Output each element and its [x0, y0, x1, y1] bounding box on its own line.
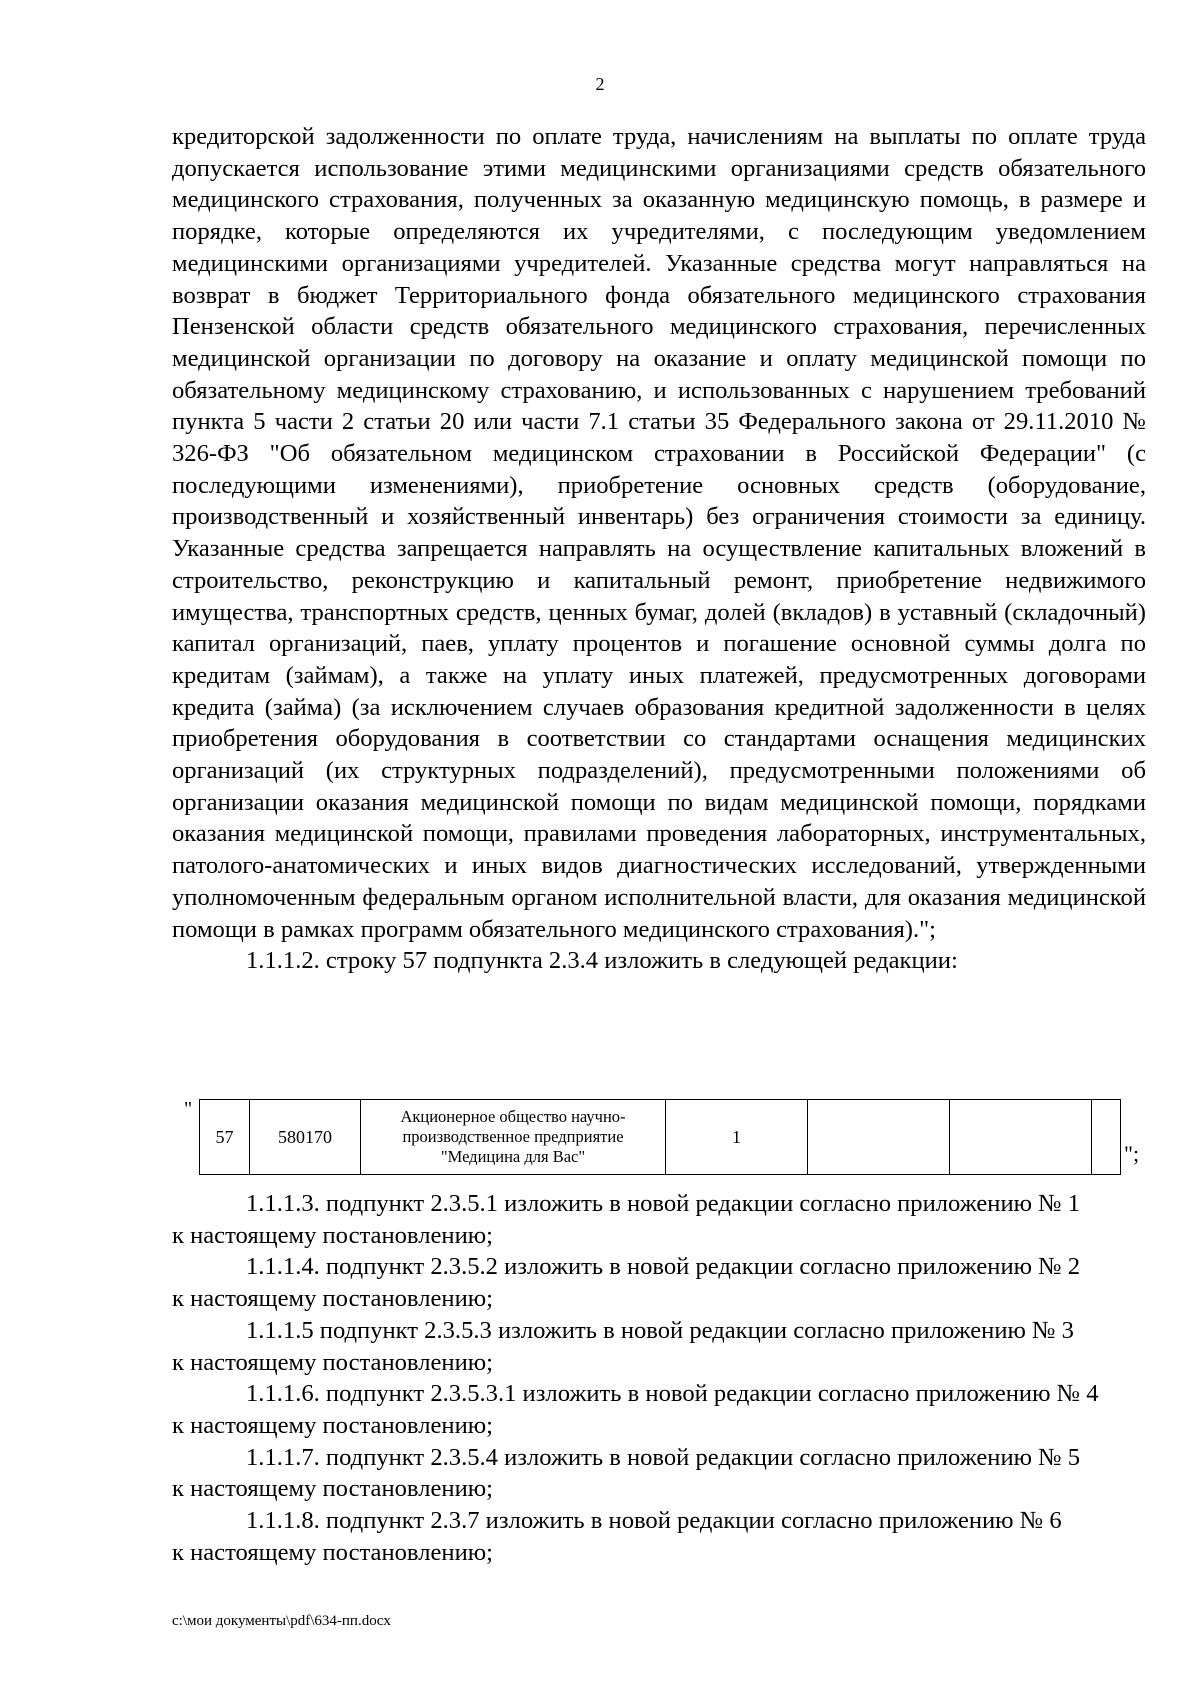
list-item-continuation: к настоящему постановлению; — [172, 1538, 493, 1566]
list-item-continuation: к настоящему постановлению; — [172, 1411, 493, 1439]
list-item-continuation: к настоящему постановлению; — [172, 1285, 493, 1313]
table-open-quote: " — [184, 1098, 193, 1120]
table-row — [200, 1100, 1121, 1175]
list-item-continuation: к настоящему постановлению; — [172, 1221, 493, 1249]
list-item-heading: 1.1.1.6. подпункт 2.3.5.3.1 изложить в новой редакции согласно приложению № 4 — [246, 1380, 1099, 1408]
footer-file-path: c:\мои документы\pdf\634-пп.docx — [172, 1613, 391, 1629]
table-cell-value: 1 — [666, 1100, 808, 1175]
table-cell-code: 580170 — [250, 1100, 361, 1175]
table-cell-empty — [950, 1100, 1092, 1175]
list-item-continuation: к настоящему постановлению; — [172, 1348, 493, 1376]
list-item-heading: 1.1.1.7. подпункт 2.3.5.4 изложить в новой редакции согласно приложению № 5 — [246, 1443, 1081, 1471]
list-item-heading: 1.1.1.8. подпункт 2.3.7 изложить в новой редакции согласно приложению № 6 — [246, 1507, 1062, 1535]
amendment-table-block — [184, 1099, 1146, 1177]
list-item-heading: 1.1.1.4. подпункт 2.3.5.2 изложить в новой редакции согласно приложению № 2 — [246, 1253, 1081, 1281]
table-cell-number: 57 — [200, 1100, 250, 1175]
body-text — [172, 121, 1146, 977]
paragraph-continuation: кредиторской задолженности по оплате труда, начислениям на выплаты по оплате труда допускается использование этими медицинскими организациями средств обязательного медицинского страхования, полученных за оказанную медицинскую помощь, в размере и порядке, которые определяются их учредителями, с последующим уведомлением медицинскими организациями учредителей. Указанные средства могут направляться на возврат в бюджет Территориального фонда обязательного медицинского страхования Пензенской области средств обязательного медицинского страхования, перечисленных медицинской организации по договору на оказание и оплату медицинской помощи по обязательному медицинскому страхованию, и использованных с нарушением требований пункта 5 части 2 статьи 20 или части 7.1 статьи 35 Федерального закона от 29.11.2010 № 326-ФЗ "Об обязательном медицинском страховании в Российской Федерации" (с последующими изменениями), приобретение основных средств (оборудование, производственный и хозяйственный инвентарь) без ограничения стоимости за единицу. Указанные средства запрещается направлять на осуществление капитальных вложений в строительство, реконструкцию и капитальный ремонт, приобретение недвижимого имущества, транспортных средств, ценных бумаг, долей (вкладов) в уставный (складочный) капитал организаций, паев, уплату процентов и погашение основной суммы долга по кредитам (займам), а также на уплату иных платежей, предусмотренных договорами кредита (займа) (за исключением случаев образования кредитной задолженности в целях приобретения оборудования в соответствии со стандартами оснащения медицинских организаций (их структурных подразделений), предусмотренными положениями об организации оказания медицинской помощи по видам медицинской помощи, порядками оказания медицинской помощи, правилами проведения лабораторных, инструментальных, патолого-анатомических и иных видов диагностических исследований, утвержденными уполномоченным федеральным органом исполнительной власти, для оказания медицинской помощи в рамках программ обязательного медицинского страхования)."; — [172, 123, 1146, 943]
table-cell-organization: Акционерное общество научно-производственное предприятие "Медицина для Вас" — [361, 1100, 666, 1175]
list-item-heading: 1.1.1.5 подпункт 2.3.5.3 изложить в новой редакции согласно приложению № 3 — [246, 1316, 1074, 1344]
amendment-instruction: 1.1.1.2. строку 57 подпункта 2.3.4 изложить в следующей редакции: — [246, 947, 958, 975]
list-item-heading: 1.1.1.3. подпункт 2.3.5.1 изложить в новой редакции согласно приложению № 1 — [246, 1190, 1081, 1217]
list-item-continuation: к настоящему постановлению; — [172, 1475, 493, 1503]
table-close-quote: "; — [1124, 1141, 1140, 1166]
page-number: 2 — [595, 74, 605, 94]
amendment-table — [199, 1099, 1121, 1175]
amendment-list — [172, 1188, 1146, 1568]
table-cell-empty — [1092, 1100, 1121, 1175]
table-cell-empty — [808, 1100, 950, 1175]
